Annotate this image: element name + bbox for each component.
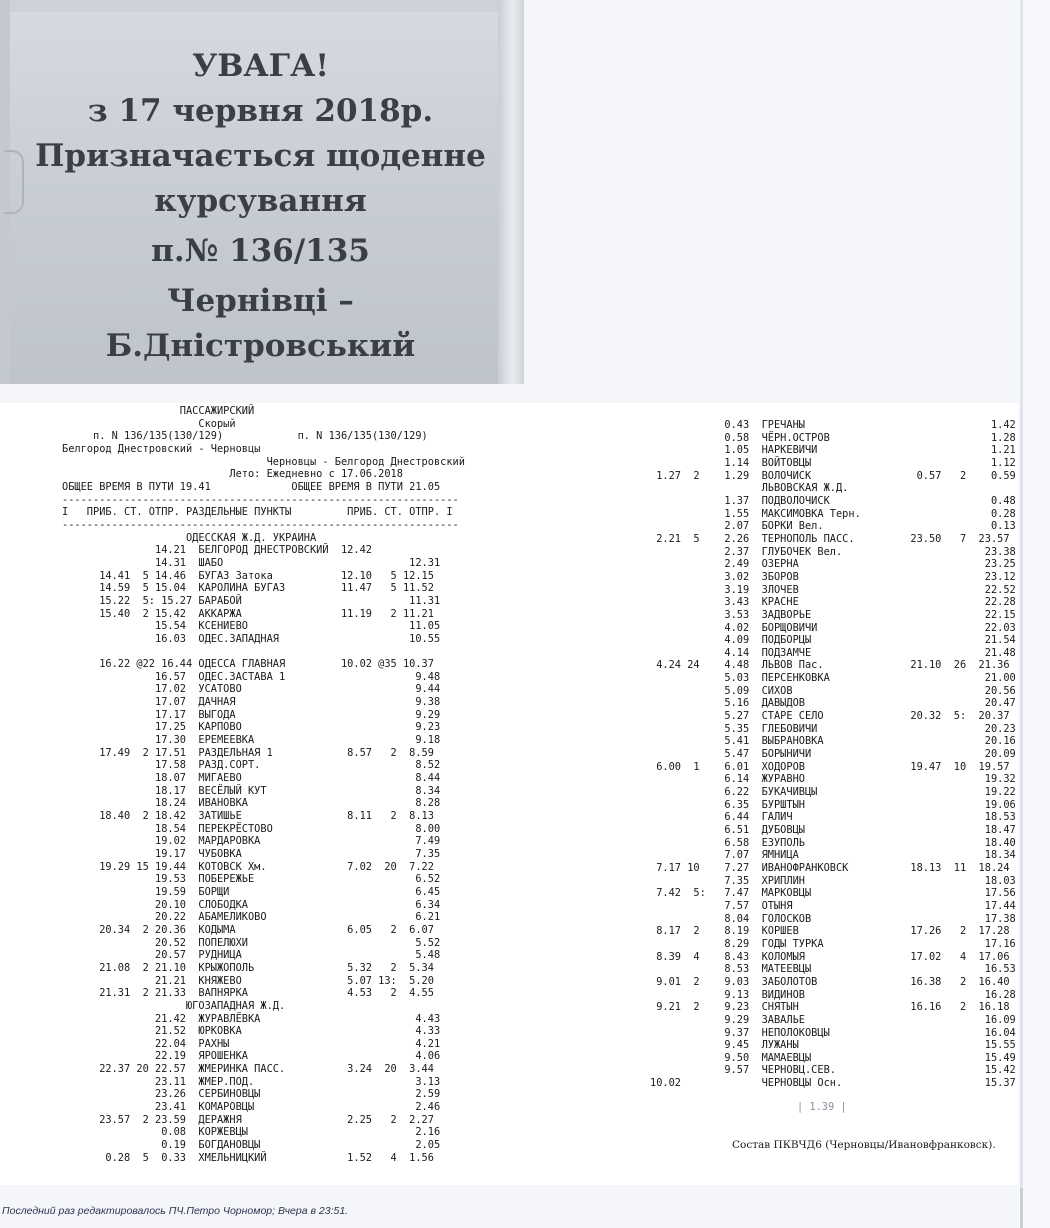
- composition-note: Состав ПКВЧД6 (Черновцы/Ивановфранковск).: [732, 1139, 996, 1151]
- scrollbar[interactable]: [1018, 0, 1050, 1228]
- page-number: | 1.39 |: [797, 1101, 847, 1113]
- notice-line-4: курсування: [154, 183, 367, 219]
- notice-line-5: п.№ 136/135: [151, 233, 370, 269]
- notice-line-1: УВАГА!: [192, 48, 329, 84]
- scrollbar-thumb[interactable]: [1020, 1188, 1023, 1228]
- notice-line-3: Призначається щоденне: [35, 138, 486, 174]
- notice-photo: [0, 0, 524, 384]
- timetable-left-column: ПАССАЖИРСКИЙ Скорый п. N 136/135(130/129) п. N 136/135(130/129) Белгород Днестровский - Черновцы Черновцы - Белгород Днестровский Лето: Ежедневно с 17.06.2018 ОБЩЕЕ ВРЕМЯ В ПУТИ 19.41 ОБЩЕЕ ВРЕМЯ В ПУТИ 21.05 ---------------------------------------------------------------- I ПРИБ. СТ. ОТПР. РАЗДЕЛЬНЫЕ ПУНКТЫ ПРИБ. СТ. ОТПР. I ---------------------------------------------------------------- ОДЕССКАЯ Ж.Д. УКРАИНА 14.21 БЕЛГОРОД ДНЕСТРОВСКИЙ 12.42 14.31 ШАБО 12.31 14.41 5 14.46 БУГАЗ Затока 12.10 5 12.15 14.59 5 15.04 КАРОЛИНА БУГАЗ 11.47 5 11.52 15.22 5: 15.27 БАРАБОЙ 11.31 15.40 2 15.42 АККАРЖА 11.19 2 11.21 15.54 КСЕНИЕВО 11.05 16.03 ОДЕС.ЗАПАДНАЯ 10.55 16.22 @22 16.44 ОДЕССА ГЛАВНАЯ 10.02 @35 10.37 16.57 ОДЕС.ЗАСТАВА 1 9.48 17.02 УСАТОВО 9.44 17.07 ДАЧНАЯ 9.38 17.17 ВЫГОДА 9.29 17.25 КАРПОВО 9.23 17.30 ЕРЕМЕЕВКА 9.18 17.49 2 17.51 РАЗДЕЛЬНАЯ 1 8.57 2 8.59 17.58 РАЗД.СОРТ. 8.52 18.07 МИГАЕВО 8.44 18.17 ВЕСЁЛЫЙ КУТ 8.34 18.24 ИВАНОВКА 8.28 18.40 2 18.42 ЗАТИШЬЕ 8.11 2 8.13 18.54 ПЕРЕКРЁСТОВО 8.00 19.02 МАРДАРОВКА 7.49 19.17 ЧУБОВКА 7.35 19.29 15 19.44 КОТОВСК Хм. 7.02 20 7.22 19.53 ПОБЕРЕЖЬЕ 6.52 19.59 БОРЩИ 6.45 20.10 СЛОБОДКА 6.34 20.22 АБАМЕЛИКОВО 6.21 20.34 2 20.36 КОДЫМА 6.05 2 6.07 20.52 ПОПЕЛЮХИ 5.52 20.57 РУДНИЦА 5.48 21.08 2 21.10 КРЫЖОПОЛЬ 5.32 2 5.34 21.21 КНЯЖЕВО 5.07 13: 5.20 21.31 2 21.33 ВАПНЯРКА 4.53 2 4.55 ЮГОЗАПАДНАЯ Ж.Д. 21.42 ЖУРАВЛЁВКА 4.43 21.52 ЮРКОВКА 4.33 22.04 РАХНЫ 4.21 22.19 ЯРОШЕНКА 4.06 22.37 20 22.57 ЖМЕРИНКА ПАСС. 3.24 20 3.44 23.11 ЖМЕР.ПОД. 3.13 23.26 СЕРБИНОВЦЫ 2.59 23.41 КОМАРОВЦЫ 2.46 23.57 2 23.59 ДЕРАЖНЯ 2.25 2 2.27 0.08 КОРЖЕВЦЫ 2.16 0.19 БОГДАНОВЦЫ 2.05 0.28 5 0.33 ХМЕЛЬНИЦКИЙ 1.52 4 1.56: [62, 405, 465, 1164]
- notice-line-2: з 17 червня 2018р.: [87, 93, 434, 129]
- photo-frame-top: [0, 0, 524, 12]
- timetable-right-column: 0.43 ГРЕЧАНЫ 1.42 0.58 ЧЁРН.ОСТРОВ 1.28 1.05 НАРКЕВИЧИ 1.21 1.14 ВОЙТОВЦЫ 1.12 1.27 2 1.29 ВОЛОЧИСК 0.57 2 0.59 ЛЬВОВСКАЯ Ж.Д. 1.37 ПОДВОЛОЧИСК 0.48 1.55 МАКСИМОВКА Терн. 0.28 2.07 БОРКИ Вел. 0.13 2.21 5 2.26 ТЕРНОПОЛЬ ПАСС. 23.50 7 23.57 2.37 ГЛУБОЧЕК Вел. 23.38 2.49 ОЗЕРНА 23.25 3.02 ЗБОРОВ 23.12 3.19 ЗЛОЧЕВ 22.52 3.43 КРАСНЕ 22.28 3.53 ЗАДВОРЬЕ 22.15 4.02 БОРЩОВИЧИ 22.03 4.09 ПОДБОРЦЫ 21.54 4.14 ПОДЗАМЧЕ 21.48 4.24 24 4.48 ЛЬВОВ Пас. 21.10 26 21.36 5.03 ПЕРСЕНКОВКА 21.00 5.09 СИХОВ 20.56 5.16 ДАВЫДОВ 20.47 5.27 СТАРЕ СЕЛО 20.32 5: 20.37 5.35 ГЛЕБОВИЧИ 20.23 5.41 ВЫБРАНОВКА 20.16 5.47 БОРЫНИЧИ 20.09 6.00 1 6.01 ХОДОРОВ 19.47 10 19.57 6.14 ЖУРАВНО 19.32 6.22 БУКАЧИВЦЫ 19.22 6.35 БУРШТЫН 19.06 6.44 ГАЛИЧ 18.53 6.51 ДУБОВЦЫ 18.47 6.58 ЕЗУПОЛЬ 18.40 7.07 ЯМНИЦА 18.34 7.17 10 7.27 ИВАНОФРАНКОВСК 18.13 11 18.24 7.35 ХРИПЛИН 18.03 7.42 5: 7.47 МАРКОВЦЫ 17.56 7.57 ОТЫНЯ 17.44 8.04 ГОЛОСКОВ 17.38 8.17 2 8.19 КОРШЕВ 17.26 2 17.28 8.29 ГОДЫ ТУРКА 17.16 8.39 4 8.43 КОЛОМЫЯ 17.02 4 17.06 8.53 МАТЕЕВЦЫ 16.53 9.01 2 9.03 ЗАБОЛОТОВ 16.38 2 16.40 9.13 ВИДИНОВ 16.28 9.21 2 9.23 СНЯТЫН 16.16 2 16.18 9.29 ЗАВАЛЬЕ 16.09 9.37 НЕПОЛОКОВЦЫ 16.04 9.45 ЛУЖАНЫ 15.55 9.50 МАМАЕВЦЫ 15.49 9.57 ЧЕРНОВЦ.СЕВ. 15.42 10.02 ЧЕРНОВЦЫ Осн. 15.37: [650, 419, 1016, 1090]
- scrollbar-track: [1020, 0, 1023, 1228]
- notice-line-6: Чернівці – Б.Дністровський: [105, 283, 416, 364]
- edit-note: Последний раз редактировалось ПЧ.Петро Чорномор; Вчера в 23:51.: [2, 1205, 349, 1217]
- notice-text: [18, 44, 503, 369]
- timetable-document: [0, 403, 1018, 1185]
